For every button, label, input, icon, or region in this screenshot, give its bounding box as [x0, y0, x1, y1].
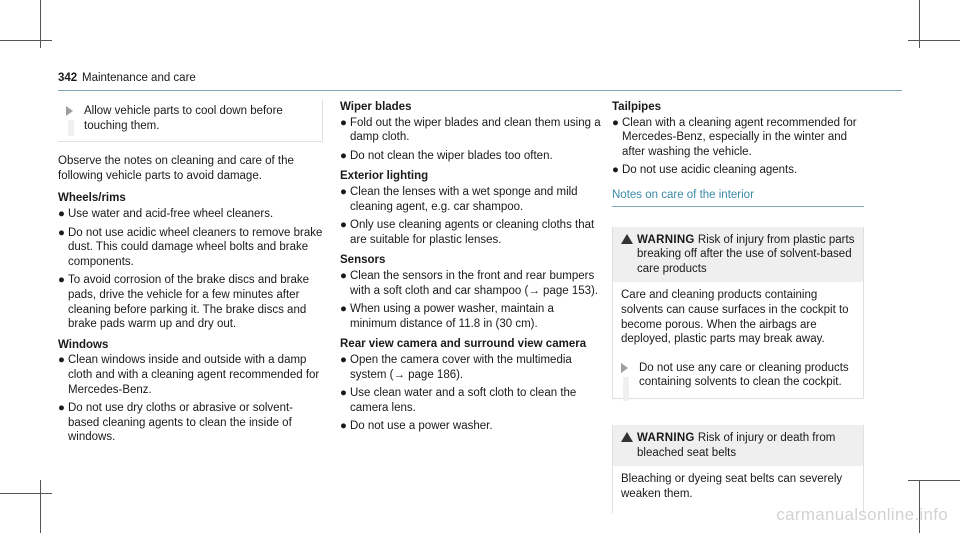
- bullet-icon: ●: [340, 353, 347, 366]
- warning-box-solvent: [612, 227, 864, 399]
- bullet-icon: ●: [340, 149, 347, 162]
- warning-triangle-icon: [621, 234, 633, 244]
- bullet-icon: ●: [340, 116, 347, 129]
- warning-body: [613, 282, 863, 358]
- warning-header: [613, 227, 863, 283]
- list-item: ● When using a power washer, maintain a minimum distance of 11.8 in (30 cm).: [340, 303, 554, 330]
- crop-mark: [908, 480, 960, 481]
- interior-care-title: Notes on care of the interior: [612, 188, 864, 207]
- lighting-list: [340, 185, 602, 247]
- bullet-icon: ●: [58, 226, 65, 239]
- play-arrow-icon: [66, 106, 73, 116]
- note-bar: [623, 377, 629, 401]
- list-item: ● Do not use acidic wheel cleaners to remove brake dust. This could damage wheel bolts and brake components.: [58, 226, 323, 268]
- warning-note: [613, 359, 863, 398]
- warning-text: Care and cleaning products containing solvents can cause surfaces in the cockpit to become porous. When the airbags are deployed, plastic parts may break away.: [621, 289, 849, 346]
- list-item: ● Only use cleaning agents or cleaning cloths that are suitable for plastic lenses.: [340, 219, 595, 246]
- crop-mark: [40, 480, 41, 533]
- watermark: carmanualsonline.info: [776, 505, 948, 524]
- windows-heading: Windows: [58, 338, 109, 351]
- tailpipes-heading: Tailpipes: [612, 101, 661, 113]
- list-item: ● Use clean water and a soft cloth to clean the camera lens.: [340, 387, 577, 414]
- note-text: Allow vehicle parts to cool down before touching them.: [84, 105, 283, 132]
- bullet-icon: ●: [58, 274, 65, 287]
- list-item: ● Clean with a cleaning agent recommended for Mercedes-Benz, especially in the winter and after washing the vehicle.: [612, 116, 857, 158]
- bullet-icon: ●: [58, 207, 65, 220]
- list-item: ● Do not use dry cloths or abrasive or solvent-based cleaning agents to clean the inside of windows.: [58, 402, 293, 444]
- list-item: ● Do not clean the wiper blades too often.: [340, 149, 553, 162]
- crop-mark: [0, 40, 52, 41]
- bullet-icon: ●: [58, 354, 65, 367]
- page-number: 342: [58, 72, 78, 84]
- header-divider: [58, 90, 902, 91]
- column-3: [612, 100, 864, 513]
- list-item: ● Do not use a power washer.: [340, 420, 493, 433]
- bullet-icon: ●: [612, 116, 619, 129]
- bullet-icon: ●: [612, 164, 619, 177]
- crop-mark: [0, 493, 52, 494]
- bullet-icon: ●: [340, 303, 347, 316]
- list-item: ● Use water and acid-free wheel cleaners.: [58, 207, 274, 220]
- note-box: [58, 100, 323, 142]
- intro-text: Observe the notes on cleaning and care of the following vehicle parts to avoid damage.: [58, 155, 294, 182]
- sensors-list: [340, 269, 602, 331]
- section-title: Maintenance and care: [82, 72, 196, 84]
- warning-text: Bleaching or dyeing seat belts can severely weaken them.: [621, 473, 843, 500]
- tailpipes-list: [612, 116, 864, 178]
- wiper-list: [340, 116, 602, 164]
- list-item: ● Clean the sensors in the front and rear bumpers with a soft cloth and car shampoo (→ page 153).: [340, 269, 599, 297]
- bullet-icon: ●: [340, 387, 347, 400]
- warning-title: Risk of injury from plastic parts breaking off after the use of solvent-based care products: [637, 233, 855, 275]
- warning-label: WARNING: [637, 233, 695, 246]
- list-item: ● Open the camera cover with the multimedia system (→ page 186).: [340, 353, 572, 381]
- warning-note-text: Do not use any care or cleaning products containing solvents to clean the cockpit.: [639, 361, 849, 389]
- windows-list: [58, 353, 323, 445]
- column-1: [58, 100, 323, 451]
- warning-header: [613, 425, 863, 466]
- camera-list: [340, 353, 602, 434]
- bullet-icon: ●: [340, 185, 347, 198]
- lighting-heading: Exterior lighting: [340, 170, 429, 183]
- play-arrow-icon: [621, 363, 628, 373]
- camera-heading: Rear view camera and surround view camera: [340, 338, 587, 351]
- list-item: ● Clean the lenses with a wet sponge and mild cleaning agent, e.g. car shampoo.: [340, 185, 578, 213]
- bullet-icon: ●: [340, 269, 347, 282]
- list-item: ● Do not use acidic cleaning agents.: [612, 164, 798, 177]
- list-item: ● To avoid corrosion of the brake discs and brake pads, drive the vehicle for a few minutes after cleaning before parking it. The brake discs and brake pads warm up and dry out.: [58, 274, 309, 331]
- wheels-heading: Wheels/rims: [58, 192, 126, 205]
- warning-box-seatbelts: [612, 425, 864, 513]
- warning-triangle-icon: [621, 432, 633, 442]
- warning-label: WARNING: [637, 431, 695, 444]
- wiper-heading: Wiper blades: [340, 101, 412, 113]
- column-2: [340, 100, 602, 440]
- note-bar: [68, 120, 74, 136]
- warning-title: Risk of injury or death from bleached seat belts: [637, 431, 836, 459]
- crop-mark: [908, 40, 960, 41]
- sensors-heading: Sensors: [340, 254, 386, 267]
- list-item: ● Clean windows inside and outside with a damp cloth and with a cleaning agent recommended for Mercedes-Benz.: [58, 354, 320, 396]
- bullet-icon: ●: [340, 420, 347, 433]
- wheels-list: [58, 207, 323, 332]
- bullet-icon: ●: [340, 219, 347, 232]
- bullet-icon: ●: [58, 402, 65, 415]
- list-item: ● Fold out the wiper blades and clean them using a damp cloth.: [340, 116, 601, 144]
